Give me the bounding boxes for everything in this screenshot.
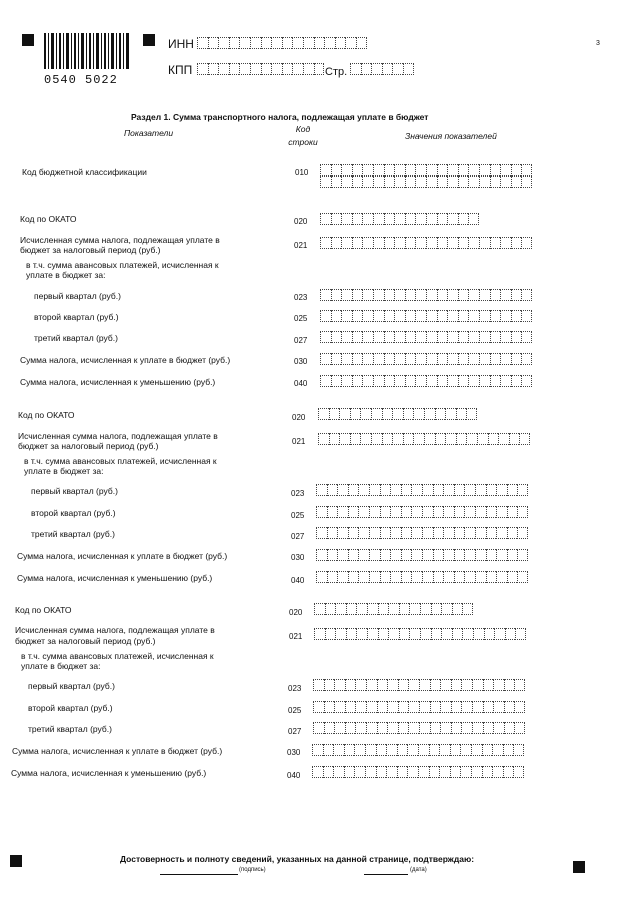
dec-field[interactable] [312, 766, 524, 779]
okato-field[interactable] [318, 408, 477, 421]
q1-field[interactable] [316, 484, 528, 497]
date-line[interactable] [364, 873, 408, 875]
col-indicator-header: Показатели [124, 128, 174, 138]
q1-code: 023 [294, 293, 308, 302]
barcode-number: 0540 5022 [44, 73, 118, 87]
date-caption: (дата) [410, 867, 427, 873]
page-field[interactable] [350, 63, 414, 76]
q3-code: 027 [291, 532, 305, 541]
q2-label: второй квартал (руб.) [34, 312, 119, 322]
calc-field[interactable] [314, 628, 526, 641]
q3-label: третий квартал (руб.) [28, 724, 112, 734]
inn-label: ИНН [168, 37, 194, 51]
calc-code: 021 [292, 437, 306, 446]
q2-field[interactable] [313, 701, 525, 714]
q3-code: 027 [288, 727, 302, 736]
pay-label: Сумма налога, исчисленная к уплате в бюджет (руб.) [17, 551, 228, 561]
incl-label-line1: в т.ч. сумма авансовых платежей, исчисленная к [24, 456, 217, 466]
q3-label: третий квартал (руб.) [34, 333, 118, 343]
okato-label: Код по ОКАТО [15, 605, 72, 615]
okato-field[interactable] [320, 213, 479, 226]
barcode [44, 33, 130, 87]
okato-field[interactable] [314, 603, 473, 616]
section-title: Раздел 1. Сумма транспортного налога, подлежащая уплате в бюджет [131, 112, 429, 122]
okato-code: 020 [294, 217, 308, 226]
calc-label-line1: Исчисленная сумма налога, подлежащая уплате в [18, 431, 218, 441]
pay-code: 030 [287, 748, 301, 757]
col-code-header-2: строки [288, 137, 318, 147]
pay-field[interactable] [320, 353, 532, 366]
dec-label: Сумма налога, исчисленная к уменьшению (руб.) [11, 768, 207, 778]
calc-code: 021 [289, 632, 303, 641]
signature-caption: (подпись) [239, 867, 266, 873]
okato-code: 020 [292, 413, 306, 422]
calc-label-line2: бюджет за налоговый период (руб.) [18, 441, 159, 451]
q1-label: первый квартал (руб.) [28, 681, 115, 691]
dec-code: 040 [287, 771, 301, 780]
pay-field[interactable] [316, 549, 528, 562]
dec-label: Сумма налога, исчисленная к уменьшению (руб.) [17, 573, 213, 583]
footer-confirm: Достоверность и полноту сведений, указанных на данной странице, подтверждаю: [120, 854, 475, 864]
incl-label-line2: уплате в бюджет за: [21, 661, 101, 671]
q1-field[interactable] [320, 289, 532, 302]
barcode-bars-icon [44, 33, 130, 69]
q3-field[interactable] [320, 331, 532, 344]
q3-code: 027 [294, 336, 308, 345]
corner-marker-top-mid [143, 34, 155, 46]
calc-label-line1: Исчисленная сумма налога, подлежащая уплате в [20, 235, 220, 245]
corner-marker-bottom-left [10, 855, 22, 867]
signature-line[interactable] [160, 873, 238, 875]
q2-label: второй квартал (руб.) [28, 703, 113, 713]
kbk-field-row2[interactable] [320, 176, 532, 189]
incl-label-line2: уплате в бюджет за: [26, 270, 106, 280]
q2-label: второй квартал (руб.) [31, 508, 116, 518]
col-code-header-1: Код [295, 124, 311, 134]
q2-code: 025 [288, 706, 302, 715]
q1-label: первый квартал (руб.) [31, 486, 118, 496]
okato-label: Код по ОКАТО [18, 410, 75, 420]
corner-marker-top-left [22, 34, 34, 46]
q3-label: третий квартал (руб.) [31, 529, 115, 539]
inn-field[interactable] [197, 37, 367, 50]
page-number: 3 [596, 40, 600, 47]
corner-marker-bottom-right [573, 861, 585, 873]
pay-field[interactable] [312, 744, 524, 757]
kbk-label: Код бюджетной классификации [22, 167, 147, 177]
incl-label-line2: уплате в бюджет за: [24, 466, 104, 476]
dec-code: 040 [294, 379, 308, 388]
calc-label-line2: бюджет за налоговый период (руб.) [15, 636, 156, 646]
incl-label-line1: в т.ч. сумма авансовых платежей, исчисленная к [21, 651, 214, 661]
kbk-code: 010 [295, 168, 309, 177]
dec-field[interactable] [320, 375, 532, 388]
calc-field[interactable] [318, 433, 530, 446]
okato-label: Код по ОКАТО [20, 214, 77, 224]
q2-field[interactable] [320, 310, 532, 323]
calc-code: 021 [294, 241, 308, 250]
q2-code: 025 [291, 511, 305, 520]
pay-label: Сумма налога, исчисленная к уплате в бюджет (руб.) [20, 355, 231, 365]
calc-label-line2: бюджет за налоговый период (руб.) [20, 245, 161, 255]
q1-code: 023 [288, 684, 302, 693]
pay-code: 030 [294, 357, 308, 366]
q1-field[interactable] [313, 679, 525, 692]
q3-field[interactable] [316, 527, 528, 540]
calc-label-line1: Исчисленная сумма налога, подлежащая уплате в [15, 625, 215, 635]
q1-label: первый квартал (руб.) [34, 291, 121, 301]
q1-code: 023 [291, 489, 305, 498]
q2-field[interactable] [316, 506, 528, 519]
calc-field[interactable] [320, 237, 532, 250]
pay-code: 030 [291, 553, 305, 562]
dec-label: Сумма налога, исчисленная к уменьшению (руб.) [20, 377, 216, 387]
dec-code: 040 [291, 576, 305, 585]
page-label: Стр. [325, 66, 348, 78]
kpp-field[interactable] [197, 63, 324, 76]
col-values-header: Значения показателей [405, 131, 497, 141]
q2-code: 025 [294, 314, 308, 323]
pay-label: Сумма налога, исчисленная к уплате в бюджет (руб.) [12, 746, 223, 756]
incl-label-line1: в т.ч. сумма авансовых платежей, исчисленная к [26, 260, 219, 270]
kpp-label: КПП [168, 63, 193, 77]
dec-field[interactable] [316, 571, 528, 584]
okato-code: 020 [289, 608, 303, 617]
q3-field[interactable] [313, 722, 525, 735]
